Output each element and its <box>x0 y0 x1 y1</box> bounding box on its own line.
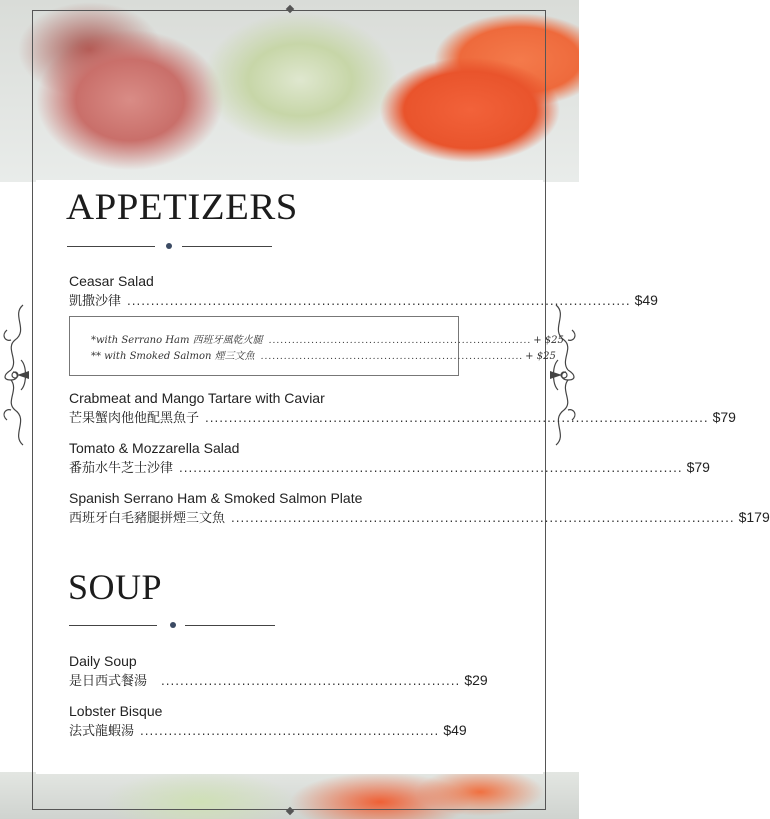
header-food-photo <box>0 0 579 182</box>
soup-heading: SOUP <box>68 567 163 607</box>
frame-corner-mark <box>286 807 294 815</box>
frame-corner-mark <box>286 5 294 13</box>
section-divider <box>67 242 272 252</box>
menu-item-name: Daily Soup <box>69 653 137 669</box>
dot-leader: .......................................................................................................... <box>127 293 631 308</box>
menu-item-chinese-name: 是日西式餐湯 <box>69 673 148 688</box>
add-on-label: *with Serrano Ham 西班牙風乾火腿 <box>91 335 263 346</box>
menu-item-price: $79 <box>712 409 736 425</box>
divider-dot-icon <box>166 243 172 249</box>
menu-item-line <box>69 407 736 426</box>
appetizers-heading: APPETIZERS <box>66 187 298 228</box>
menu-item-line <box>69 290 658 309</box>
menu-item-price: $49 <box>443 722 467 738</box>
menu-item-name: Lobster Bisque <box>69 703 163 719</box>
dot-leader: .................................................................... <box>268 336 532 346</box>
add-on-price: + $25 <box>533 335 564 346</box>
add-on-price: + $25 <box>525 351 556 362</box>
footer-food-photo <box>0 772 579 819</box>
dot-leader: .......................................................................................................... <box>205 410 709 425</box>
menu-item-chinese-name: 西班牙白毛豬腿拼煙三文魚 <box>69 510 226 525</box>
menu-item-name: Crabmeat and Mango Tartare with Caviar <box>69 390 325 406</box>
menu-item-price: $49 <box>634 292 658 308</box>
add-on-option <box>91 347 556 362</box>
menu-item-name: Spanish Serrano Ham & Smoked Salmon Plate <box>69 490 363 506</box>
dot-leader: .......................................................................................................... <box>231 510 735 525</box>
add-on-options-box <box>69 316 564 376</box>
menu-item-line <box>69 670 488 689</box>
menu-item-line <box>69 507 770 526</box>
menu-item-chinese-name: 凱撒沙律 <box>69 293 122 308</box>
menu-item-price: $79 <box>686 459 710 475</box>
menu-item-price: $29 <box>464 672 488 688</box>
dot-leader: .......................................................................................................... <box>179 460 683 475</box>
menu-item-name: Ceasar Salad <box>69 273 154 289</box>
menu-item-name: Tomato & Mozzarella Salad <box>69 440 240 456</box>
add-on-option <box>91 331 564 346</box>
menu-item-chinese-name: 番茄水牛芝士沙律 <box>69 460 174 475</box>
section-divider <box>69 621 275 631</box>
menu-item-price: $179 <box>738 509 770 525</box>
scroll-ornament-icon <box>548 300 578 450</box>
add-on-label: ** with Smoked Salmon 煙三文魚 <box>91 351 255 362</box>
divider-dot-icon <box>170 622 176 628</box>
menu-item-chinese-name: 芒果蟹肉他他配黑魚子 <box>69 410 200 425</box>
menu-item-chinese-name: 法式龍蝦湯 <box>69 723 135 738</box>
dot-leader: ............................................................... <box>140 723 440 738</box>
dot-leader: .................................................................... <box>260 352 524 362</box>
scroll-ornament-icon <box>1 300 31 450</box>
menu-item-line <box>69 720 467 739</box>
dot-leader: ............................................................... <box>161 673 461 688</box>
menu-item-line <box>69 457 710 476</box>
